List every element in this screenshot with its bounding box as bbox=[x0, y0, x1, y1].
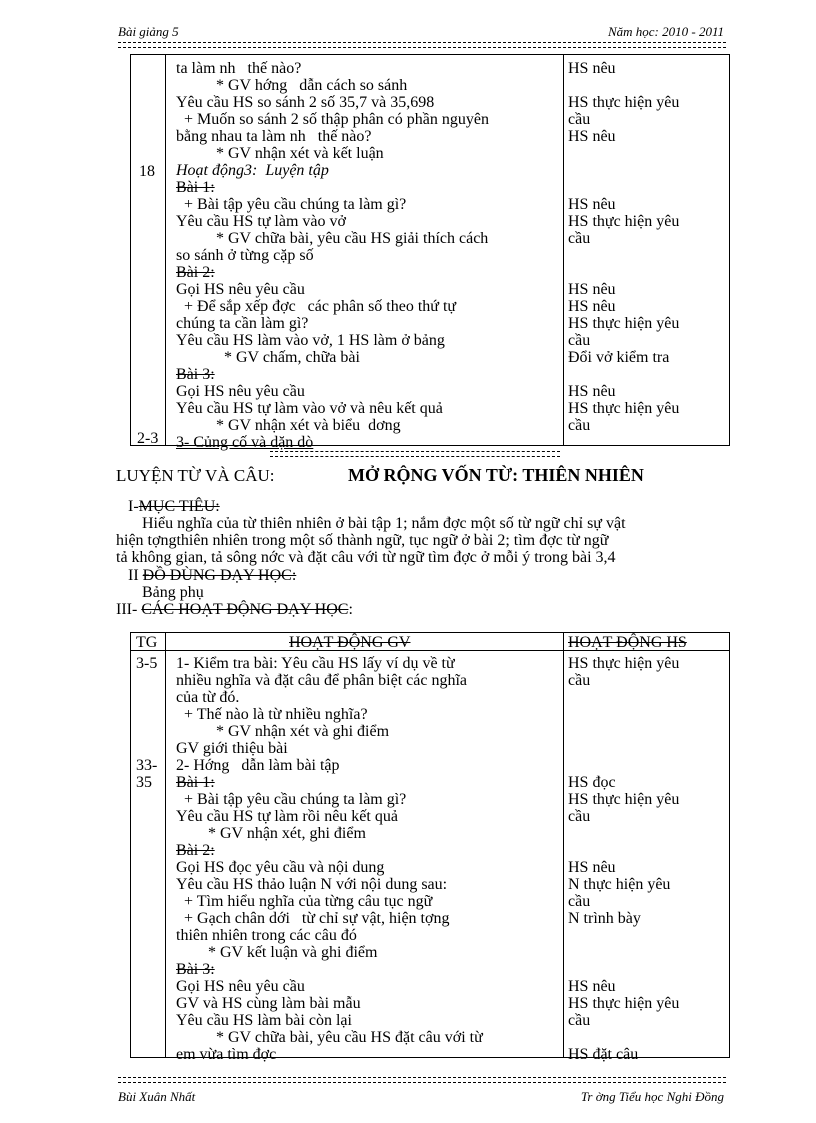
objective-line-2: hiện tợngthiên nhiên trong một số thành ngữ, tục ngữ ở bài 2; tìm đợc từ ngữ bbox=[116, 532, 609, 549]
t1gv-line: bằng nhau ta làm nh thế nào? bbox=[176, 128, 372, 145]
t1gv-line: + Bài tập yêu cầu chúng ta làm gì? bbox=[176, 196, 407, 213]
table2-tg-35: 35 bbox=[136, 774, 152, 791]
t2hs-line: cầu bbox=[568, 1012, 591, 1029]
table1-tg-2-3: 2-3 bbox=[137, 430, 159, 447]
subject-label: LUYỆN TỪ VÀ CÂU: bbox=[116, 466, 275, 485]
footer-right: Tr ờng Tiểu học Nghi Đồng bbox=[580, 1089, 724, 1104]
t1gv-line: Hoạt động3: Luyện tập bbox=[176, 162, 329, 179]
t2gv-line: GV giới thiệu bài bbox=[176, 740, 288, 757]
t2gv-line: + Bài tập yêu cầu chúng ta làm gì? bbox=[176, 791, 407, 808]
t1hs-line: cầu bbox=[568, 417, 591, 434]
t1hs-line: HS nêu bbox=[568, 298, 616, 315]
activity-table-2 bbox=[130, 632, 730, 1063]
t2hs-line: N trình bày bbox=[568, 910, 641, 927]
lesson-title: MỞ RỘNG VỐN TỪ: THIÊN NHIÊN bbox=[348, 465, 644, 485]
t1hs-line: HS nêu bbox=[568, 383, 616, 400]
t2hs-line: cầu bbox=[568, 808, 591, 825]
t2gv-line: 2- Hớng dẫn làm bài tập bbox=[176, 757, 340, 774]
footer-divider bbox=[118, 1077, 726, 1083]
t2gv-line: của từ đó. bbox=[176, 689, 240, 706]
footer-left: Bùi Xuân Nhất bbox=[118, 1089, 196, 1104]
t2gv-line: * GV chữa bài, yêu cầu HS đặt câu với từ bbox=[176, 1029, 483, 1046]
t1gv-line: * GV chữa bài, yêu cầu HS giải thích cách bbox=[176, 230, 489, 247]
col-header-gv: HOẠT ĐỘNG GV bbox=[289, 634, 411, 651]
t2hs-line: cầu bbox=[568, 893, 591, 910]
t2hs-line: HS đặt câu bbox=[568, 1046, 639, 1063]
section1-heading: I-MỤC TIÊU: bbox=[128, 498, 220, 515]
t2gv-line: Yêu cầu HS làm bài còn lại bbox=[176, 1012, 352, 1029]
t2gv-line: Yêu cầu HS thảo luận N với nội dung sau: bbox=[176, 876, 448, 893]
t2hs-line: cầu bbox=[568, 672, 591, 689]
t2gv-line: + Gạch chân dới từ chỉ sự vật, hiện tợng bbox=[176, 910, 450, 927]
table1-tg-18: 18 bbox=[139, 163, 155, 180]
t1gv-line: Yêu cầu HS so sánh 2 số 35,7 và 35,698 bbox=[176, 94, 435, 111]
t1hs-line: HS thực hiện yêu bbox=[568, 400, 680, 417]
t1hs-line: HS thực hiện yêu bbox=[568, 213, 680, 230]
t1gv-line: 3- Củng cố và dặn dò bbox=[176, 434, 314, 451]
t2hs-line: HS đọc bbox=[568, 774, 616, 791]
header-left: Bài giảng 5 bbox=[118, 24, 179, 39]
t2hs-line: HS nêu bbox=[568, 859, 616, 876]
t1gv-line: * GV nhận xét và biểu dơng bbox=[176, 417, 401, 434]
t1gv-line: + Muốn so sánh 2 số thập phân có phần nguyên bbox=[176, 111, 489, 128]
t2gv-line: Gọi HS đọc yêu cầu và nội dung bbox=[176, 859, 385, 876]
t2gv-line: thiên nhiên trong các câu đó bbox=[176, 927, 357, 944]
t1gv-line: so sánh ở từng cặp số bbox=[176, 247, 314, 264]
table2-tg-33: 33- bbox=[136, 757, 158, 774]
t2hs-line: N thực hiện yêu bbox=[568, 876, 671, 893]
t2hs-line: HS nêu bbox=[568, 978, 616, 995]
t1hs-line: cầu bbox=[568, 111, 591, 128]
t1hs-line: Đổi vở kiểm tra bbox=[568, 349, 670, 366]
t2gv-line: Bài 1: bbox=[176, 774, 215, 791]
t2gv-line: Bài 2: bbox=[176, 842, 215, 859]
t2hs-line: HS thực hiện yêu bbox=[568, 655, 680, 672]
t1hs-line: HS nêu bbox=[568, 128, 616, 145]
t1gv-line: Gọi HS nêu yêu cầu bbox=[176, 383, 305, 400]
t2gv-line: GV và HS cùng làm bài mẫu bbox=[176, 995, 361, 1012]
table1-end-divider bbox=[270, 451, 560, 457]
t2hs-line: HS thực hiện yêu bbox=[568, 995, 680, 1012]
header-right: Năm học: 2010 - 2011 bbox=[607, 24, 724, 39]
table2-tg-3-5: 3-5 bbox=[136, 655, 158, 672]
t1gv-line: Yêu cầu HS làm vào vở, 1 HS làm ở bảng bbox=[176, 332, 445, 349]
t2gv-line: * GV nhận xét và ghi điểm bbox=[176, 723, 390, 740]
t1hs-line: HS nêu bbox=[568, 281, 616, 298]
objective-line-3: tả không gian, tả sông nớc và đặt câu với từ ngữ tìm đợc ở mỗi ý trong bài 3,4 bbox=[116, 549, 616, 566]
col-header-hs: HOẠT ĐỘNG HS bbox=[568, 634, 687, 651]
section3-heading: III- CÁC HOẠT ĐỘNG DẠY HỌC: bbox=[116, 601, 353, 618]
materials-text: Bảng phụ bbox=[142, 584, 204, 601]
t2gv-line: em vừa tìm đợc bbox=[176, 1046, 277, 1063]
t2gv-line: Bài 3: bbox=[176, 961, 215, 978]
t1gv-line: Gọi HS nêu yêu cầu bbox=[176, 281, 305, 298]
objective-line-1: Hiểu nghĩa của từ thiên nhiên ở bài tập 1; nắm đợc một số từ ngữ chỉ sự vật bbox=[142, 515, 626, 532]
section2-heading: II ĐỒ DÙNG DẠY HỌC: bbox=[128, 567, 297, 584]
t1gv-line: + Để sắp xếp đợc các phân số theo thứ tự bbox=[176, 298, 457, 315]
t1hs-line: HS thực hiện yêu bbox=[568, 315, 680, 332]
t1gv-line: Bài 2: bbox=[176, 264, 215, 281]
t1gv-line: ta làm nh thế nào? bbox=[176, 60, 302, 77]
t1gv-line: * GV chấm, chữa bài bbox=[176, 349, 360, 366]
activity-table-1 bbox=[130, 54, 730, 451]
t1hs-line: HS nêu bbox=[568, 60, 616, 77]
t2gv-line: Yêu cầu HS tự làm rồi nêu kết quả bbox=[176, 808, 398, 825]
t2gv-line: Gọi HS nêu yêu cầu bbox=[176, 978, 305, 995]
t2gv-line: * GV kết luận và ghi điểm bbox=[176, 944, 378, 961]
t1hs-line: HS nêu bbox=[568, 196, 616, 213]
t1hs-line: cầu bbox=[568, 230, 591, 247]
t2gv-line: nhiều nghĩa và đặt câu để phân biệt các nghĩa bbox=[176, 672, 467, 689]
t2gv-line: 1- Kiểm tra bài: Yêu cầu HS lấy ví dụ về từ bbox=[176, 655, 455, 672]
t2gv-line: * GV nhận xét, ghi điểm bbox=[176, 825, 366, 842]
t1gv-line: Bài 3: bbox=[176, 366, 215, 383]
t1gv-line: chúng ta cần làm gì? bbox=[176, 315, 309, 332]
t2gv-line: + Tìm hiểu nghĩa của từng câu tục ngữ bbox=[176, 893, 433, 910]
t1gv-line: * GV hớng dẫn cách so sánh bbox=[176, 77, 408, 94]
t1gv-line: Yêu cầu HS tự làm vào vở bbox=[176, 213, 346, 230]
t2gv-line: + Thế nào là từ nhiều nghĩa? bbox=[176, 706, 368, 723]
t1gv-line: * GV nhận xét và kết luận bbox=[176, 145, 384, 162]
col-header-tg: TG bbox=[136, 634, 158, 651]
t1gv-line: Bài 1: bbox=[176, 179, 215, 196]
header-divider bbox=[118, 42, 726, 48]
t2hs-line: HS thực hiện yêu bbox=[568, 791, 680, 808]
t1gv-line: Yêu cầu HS tự làm vào vở và nêu kết quả bbox=[176, 400, 443, 417]
t1hs-line: HS thực hiện yêu bbox=[568, 94, 680, 111]
t1hs-line: cầu bbox=[568, 332, 591, 349]
